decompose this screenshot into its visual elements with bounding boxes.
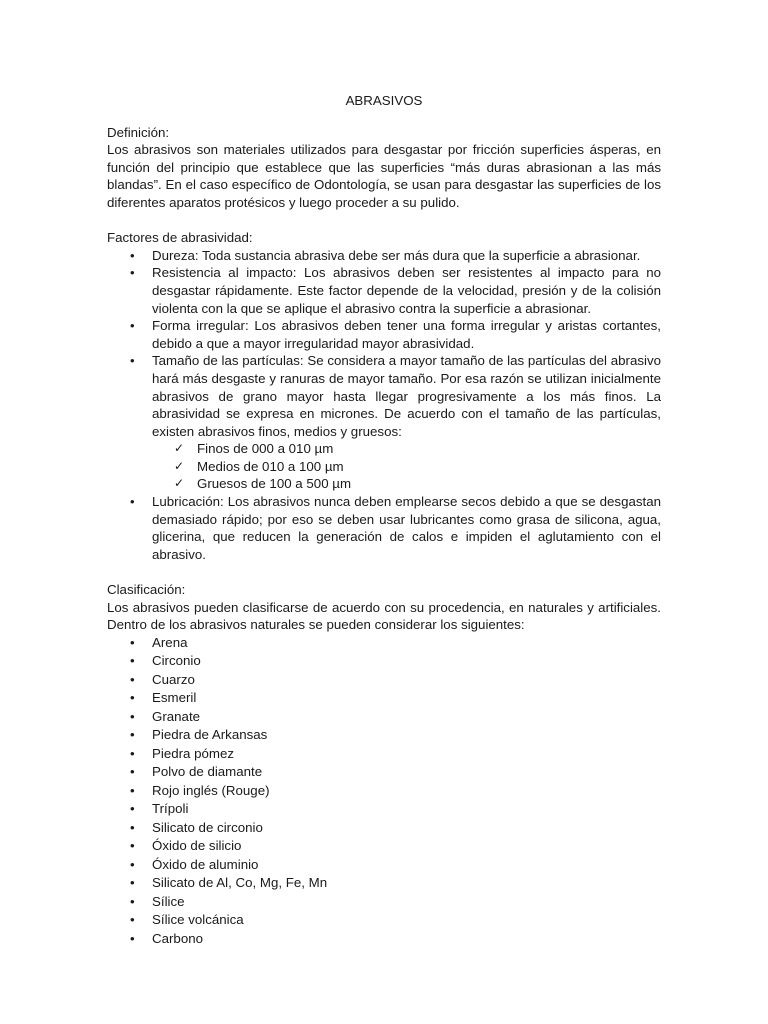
factor-item-lubrication: • Lubricación: Los abrasivos nunca deben emplearse secos debido a que se desgastan demasiado rápido; por eso se deben usar lubricantes como grasa de silicona, agua, glicerina, que reducen la generación de calos e impiden el aglutamiento con el abrasivo. (107, 493, 661, 563)
size-item-medium: ✓ Medios de 010 a 100 µm (152, 458, 661, 476)
list-item: • Arena (107, 634, 661, 653)
list-item: • Granate (107, 708, 661, 727)
factor-item-hardness: • Dureza: Toda sustancia abrasiva debe ser más dura que la superficie a abrasionar. (107, 247, 661, 265)
document-title: ABRASIVOS (345, 93, 423, 108)
list-item: • Polvo de diamante (107, 763, 661, 782)
list-item: • Carbono (107, 930, 661, 949)
list-item: • Trípoli (107, 800, 661, 819)
spacer (107, 212, 661, 230)
list-item: • Sílice volcánica (107, 911, 661, 930)
particle-size-list (152, 440, 661, 493)
size-item-fine: ✓ Finos de 000 a 010 µm (152, 440, 661, 458)
classification-text: Los abrasivos pueden clasificarse de acuerdo con su procedencia, en naturales y artificiales. Dentro de los abrasivos naturales se pueden considerar los siguientes: (107, 599, 661, 633)
factor-item-particle-size: • Tamaño de las partículas: Se considera a mayor tamaño de las partículas del abrasivo hará más desgaste y ranuras de mayor tamaño. Por esa razón se utilizan inicialmente abrasivos de grano mayor hasta llegar progresivamente a los más finos. La abrasividad se expresa en micrones. De acuerdo con el tamaño de las partículas, existen abrasivos finos, medios y gruesos: ✓ Finos de 000 a 010 µm ✓ Medios de 010 a 100 µm ✓ Gruesos de 100 a 500 µm (107, 352, 661, 493)
list-item: • Piedra de Arkansas (107, 726, 661, 745)
definition-heading: Definición: (107, 124, 170, 140)
list-item: • Esmeril (107, 689, 661, 708)
factor-item-impact: • Resistencia al impacto: Los abrasivos deben ser resistentes al impacto para no desgastar rápidamente. Este factor depende de la velocidad, presión y de la colisión violenta con la que se aplique el abrasivo contra la superficie a abrasionar. (107, 264, 661, 317)
classification-heading: Clasificación: (107, 582, 186, 598)
list-item: • Óxido de silicio (107, 837, 661, 856)
list-item: • Cuarzo (107, 671, 661, 690)
list-item: • Circonio (107, 652, 661, 671)
factors-heading: Factores de abrasividad: (107, 230, 253, 246)
list-item: • Rojo inglés (Rouge) (107, 782, 661, 801)
list-item: • Sílice (107, 893, 661, 912)
spacer (107, 563, 661, 581)
size-item-coarse: ✓ Gruesos de 100 a 500 µm (152, 475, 661, 493)
list-item: • Silicato de circonio (107, 819, 661, 838)
classification-section (107, 581, 661, 948)
list-item: • Óxido de aluminio (107, 856, 661, 875)
factors-list (107, 247, 661, 564)
list-item: • Silicato de Al, Co, Mg, Fe, Mn (107, 874, 661, 893)
list-item: • Piedra pómez (107, 745, 661, 764)
definition-text: Los abrasivos son materiales utilizados para desgastar por fricción superficies ásperas, en función del principio que establece que las superficies “más duras abrasionan a las más blandas”. En el caso específico de Odontología, se usan para desgastar las superficies de los diferentes aparatos protésicos y luego proceder a su pulido. (107, 142, 661, 210)
factors-section (107, 229, 661, 563)
factor-item-shape: • Forma irregular: Los abrasivos deben tener una forma irregular y aristas cortantes, debido a que a mayor irregularidad mayor abrasividad. (107, 317, 661, 352)
definition-section (107, 124, 661, 212)
natural-abrasives-list (107, 634, 661, 949)
